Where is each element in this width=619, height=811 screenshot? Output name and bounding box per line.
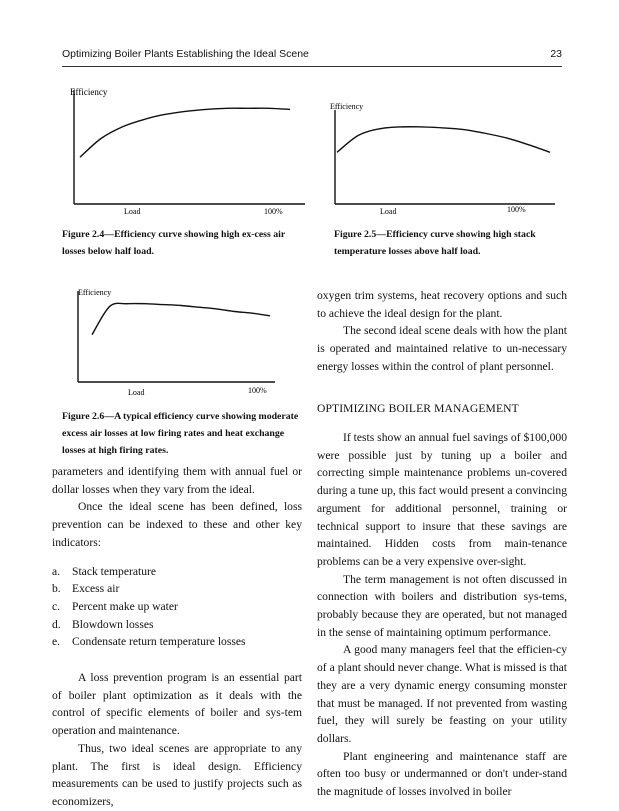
list-item: b. Excess air — [52, 582, 120, 596]
section-heading: OPTIMIZING BOILER MANAGEMENT — [317, 402, 519, 415]
fig26-efficiency-curve — [92, 303, 270, 334]
fig26-x-label: Load — [128, 388, 145, 397]
list-item: c. Percent make up water — [52, 599, 178, 613]
fig26-x-end-label: 100% — [248, 386, 267, 395]
figure-2-5-chart — [325, 98, 560, 220]
fig26-y-label: Efficiency — [78, 288, 112, 297]
page-number: 23 — [550, 48, 562, 60]
left-column — [52, 463, 302, 811]
left-paragraph-4: Thus, two ideal scenes are appropriate to any plant. The first is ideal design. Efficiency measurements can be used to justify projects such as economizers, — [52, 741, 302, 808]
left-paragraph-1: parameters and identifying them with annual fuel or dollar losses when they vary from the ideal. — [52, 465, 302, 496]
right-paragraph-5: A good many managers feel that the efficien-cy of a plant should never change. What is missed is that they are a very dynamic energy consuming monster that must be managed. If not prevented from wasting fuel, they will surely be feasting on your utility dollars. — [317, 643, 567, 745]
right-paragraph-1: oxygen trim systems, heat recovery options and such to achieve the ideal design for the plant. — [317, 289, 567, 320]
fig25-x-end-label: 100% — [507, 205, 526, 214]
left-paragraph-2: Once the ideal scene has been defined, loss prevention can be indexed to these and other key indicators: — [52, 500, 302, 549]
list-item: e. Condensate return temperature losses — [52, 635, 246, 649]
right-paragraph-6: Plant engineering and maintenance staff are often too busy or undermanned or don't under-stand the magnitude of losses involved in boiler — [317, 749, 567, 799]
fig24-efficiency-curve — [80, 108, 290, 157]
right-paragraph-4: The term management is not often discussed in connection with boilers and distribution sys-tems, probably because they are operated, but not managed in the sense of maintaining optimum performance. — [317, 572, 567, 639]
list-item: a. Stack temperature — [52, 564, 157, 578]
header-title: Optimizing Boiler Plants Establishing the Ideal Scene — [62, 48, 309, 60]
right-column-top — [317, 287, 567, 376]
right-paragraph-3: If tests show an annual fuel savings of $100,000 were possible just by tuning up a boiler and correcting simple maintenance problems un-covered during a tune up, this fact would present a convincing argument for additional personnel, training or technical support to insure that these savings are maintained. Hidden costs from main-tenance problems can be a very expensive over-sight. — [317, 431, 567, 568]
fig25-x-label: Load — [380, 207, 397, 216]
right-column-bottom — [317, 429, 567, 801]
figure-2-5-caption: Figure 2.5—Efficiency curve showing high stack temperature losses above half load. — [334, 229, 536, 257]
left-paragraph-3: A loss prevention program is an essential part of boiler plant optimization as it deals with the control of specific elements of boiler and sys-tem operation and maintenance. — [52, 671, 302, 738]
header-rule — [62, 66, 562, 67]
right-paragraph-2: The second ideal scene deals with how the plant is operated and maintained relative to un-necessary energy losses within the control of plant personnel. — [317, 324, 567, 373]
fig24-y-label: Efficiency — [70, 87, 108, 97]
figure-2-6-chart — [70, 283, 290, 399]
figure-2-4-caption: Figure 2.4—Efficiency curve showing high ex-cess air losses below half load. — [62, 229, 286, 257]
figure-2-4-chart — [60, 80, 310, 220]
fig25-efficiency-curve — [337, 127, 550, 153]
figure-2-6-caption: Figure 2.6—A typical efficiency curve showing moderate excess air losses at low firing rates and heat exchange losses at high firing rates. — [62, 411, 299, 456]
fig25-y-label: Efficiency — [330, 102, 364, 111]
list-item: d. Blowdown losses — [52, 617, 154, 631]
indicator-list — [52, 563, 302, 652]
fig24-x-label: Load — [124, 207, 141, 216]
fig24-x-end-label: 100% — [264, 207, 283, 216]
